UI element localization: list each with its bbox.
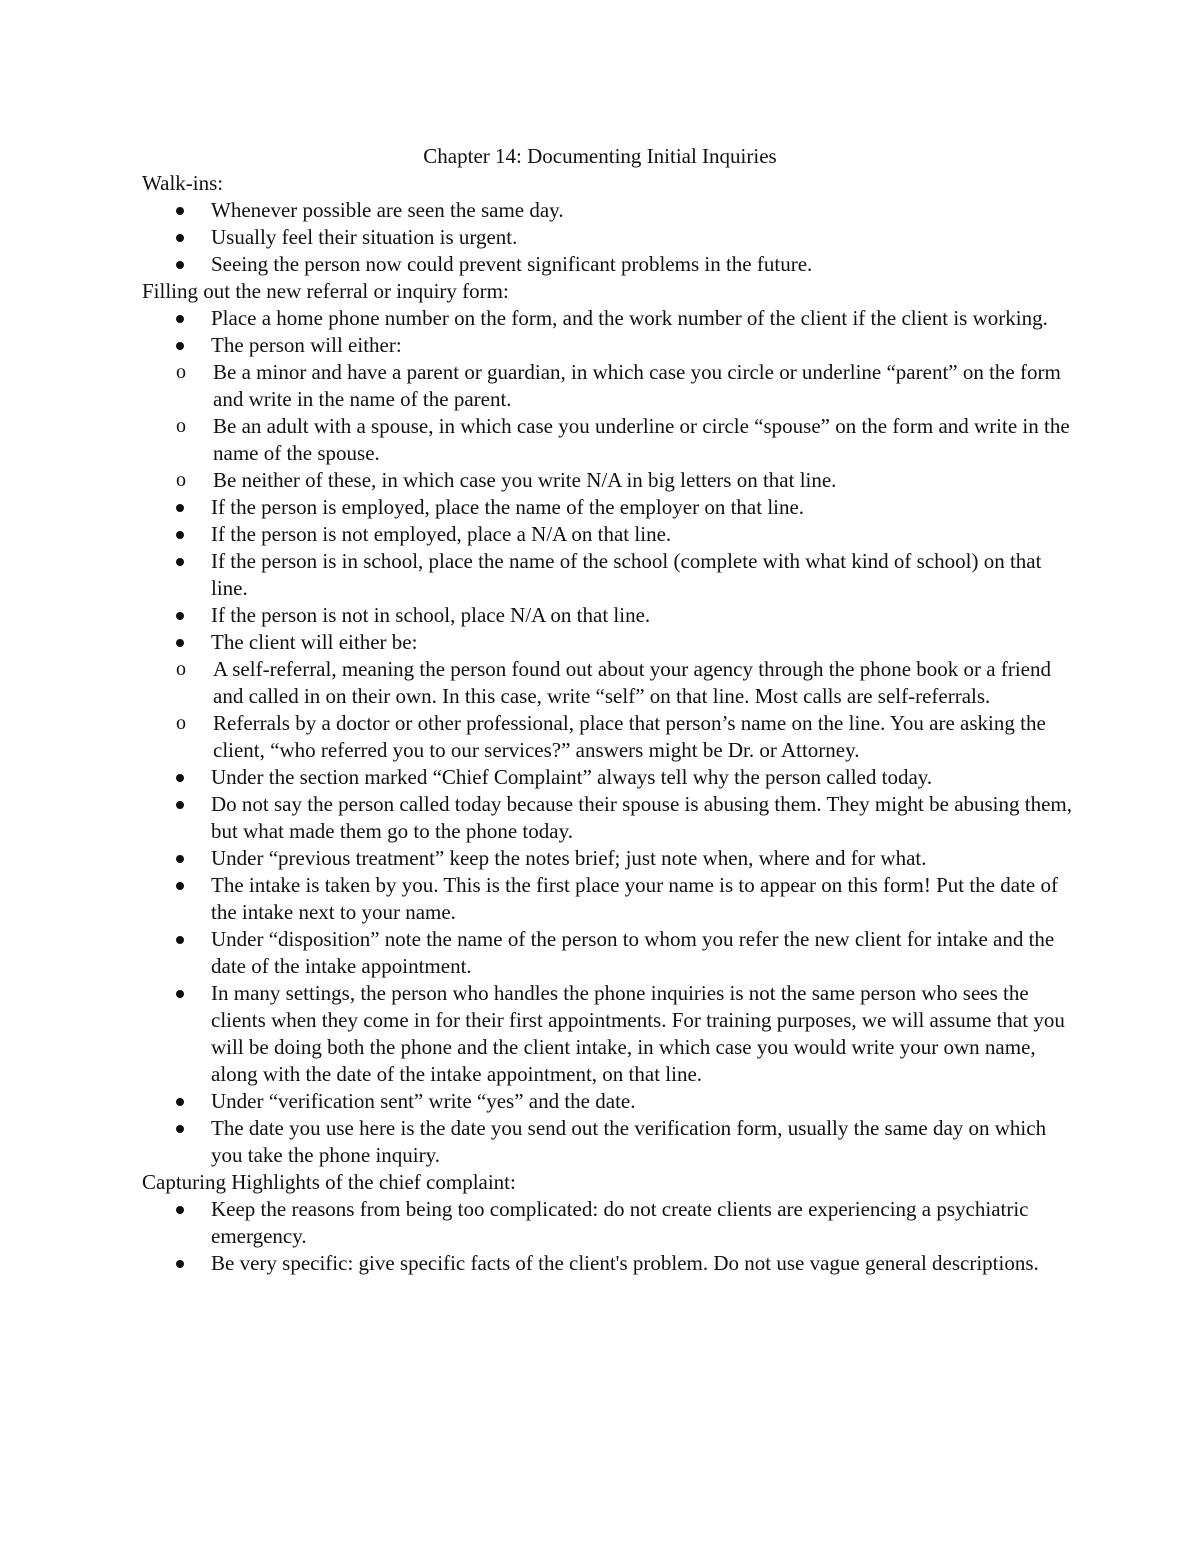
bullet-icon bbox=[176, 855, 184, 863]
bullet-icon bbox=[176, 990, 184, 998]
list-item-text: Under the section marked “Chief Complaint” always tell why the person called today. bbox=[211, 765, 933, 789]
sub-list-item bbox=[142, 467, 1072, 494]
sub-list-item-text: Be neither of these, in which case you write N/A in big letters on that line. bbox=[213, 468, 837, 492]
list-item bbox=[142, 197, 1072, 224]
bullet-icon bbox=[176, 936, 184, 944]
list-item bbox=[142, 1250, 1072, 1277]
sub-list-item bbox=[142, 710, 1072, 764]
list-item bbox=[142, 251, 1072, 278]
list-item-text: Be very specific: give specific facts of the client's problem. Do not use vague general descriptions. bbox=[211, 1251, 1039, 1275]
list-item-text: The date you use here is the date you send out the verification form, usually the same day on which you take the phone inquiry. bbox=[211, 1116, 1047, 1167]
page-title: Chapter 14: Documenting Initial Inquiries bbox=[423, 144, 777, 168]
list-item bbox=[142, 629, 1072, 656]
list-item bbox=[142, 845, 1072, 872]
list-item bbox=[142, 602, 1072, 629]
list-item-text: Seeing the person now could prevent significant problems in the future. bbox=[211, 252, 813, 276]
list-item-text: Whenever possible are seen the same day. bbox=[211, 198, 564, 222]
bullet-icon bbox=[176, 504, 184, 512]
section-heading: Capturing Highlights of the chief complaint: bbox=[142, 1170, 516, 1194]
list-item-text: Under “disposition” note the name of the person to whom you refer the new client for intake and the date of the intake appointment. bbox=[211, 927, 1055, 978]
list-item-text: Usually feel their situation is urgent. bbox=[211, 225, 518, 249]
list-item-text: The client will either be: bbox=[211, 630, 418, 654]
list-item bbox=[142, 332, 1072, 359]
bullet-icon bbox=[176, 558, 184, 566]
document-body bbox=[142, 170, 1072, 1277]
bullet-icon bbox=[176, 531, 184, 539]
bullet-icon bbox=[176, 801, 184, 809]
bullet-icon bbox=[176, 612, 184, 620]
list-item bbox=[142, 1088, 1072, 1115]
sub-list-item bbox=[142, 413, 1072, 467]
list-item bbox=[142, 494, 1072, 521]
list-item-text: If the person is not in school, place N/A on that line. bbox=[211, 603, 651, 627]
bullet-icon bbox=[176, 234, 184, 242]
list-item-text: Under “previous treatment” keep the notes brief; just note when, where and for what. bbox=[211, 846, 927, 870]
bullet-list bbox=[142, 1196, 1072, 1277]
list-item bbox=[142, 791, 1072, 845]
list-item bbox=[142, 764, 1072, 791]
list-item bbox=[142, 305, 1072, 332]
section bbox=[142, 1169, 1072, 1277]
list-item-text: If the person is employed, place the name of the employer on that line. bbox=[211, 495, 805, 519]
sub-list-item-text: Referrals by a doctor or other professional, place that person’s name on the line. You are asking the client, “who referred you to our services?” answers might be Dr. or Attorney. bbox=[213, 711, 1046, 762]
list-item bbox=[142, 224, 1072, 251]
bullet-icon bbox=[176, 639, 184, 647]
section-heading: Walk-ins: bbox=[142, 171, 224, 195]
list-item-text: If the person is not employed, place a N/A on that line. bbox=[211, 522, 672, 546]
sub-list-item-text: Be an adult with a spouse, in which case you underline or circle “spouse” on the form and write in the name of the spouse. bbox=[213, 414, 1070, 465]
bullet-icon bbox=[176, 1260, 184, 1268]
list-item bbox=[142, 548, 1072, 602]
bullet-icon bbox=[176, 207, 184, 215]
hollow-bullet-icon: o bbox=[176, 415, 186, 437]
sub-list-item bbox=[142, 656, 1072, 710]
section bbox=[142, 278, 1072, 1169]
bullet-icon bbox=[176, 1125, 184, 1133]
hollow-bullet-icon: o bbox=[176, 658, 186, 680]
section-heading: Filling out the new referral or inquiry form: bbox=[142, 279, 509, 303]
list-item bbox=[142, 872, 1072, 926]
list-item bbox=[142, 1196, 1072, 1250]
bullet-list bbox=[142, 197, 1072, 278]
sub-list-item bbox=[142, 359, 1072, 413]
list-item-text: The intake is taken by you. This is the first place your name is to appear on this form! Put the date of the intake next to your name. bbox=[211, 873, 1058, 924]
list-item bbox=[142, 521, 1072, 548]
bullet-icon bbox=[176, 774, 184, 782]
list-item-text: Under “verification sent” write “yes” and the date. bbox=[211, 1089, 636, 1113]
hollow-bullet-icon: o bbox=[176, 469, 186, 491]
bullet-icon bbox=[176, 315, 184, 323]
hollow-bullet-icon: o bbox=[176, 712, 186, 734]
bullet-icon bbox=[176, 261, 184, 269]
list-item bbox=[142, 926, 1072, 980]
bullet-list bbox=[142, 305, 1072, 1169]
sub-list-item-text: Be a minor and have a parent or guardian, in which case you circle or underline “parent” on the form and write in the name of the parent. bbox=[213, 360, 1061, 411]
list-item-text: In many settings, the person who handles the phone inquiries is not the same person who sees the clients when they come in for their first appointments. For training purposes, we will assume that you will be doing both the phone and the client intake, in which case you would write your own name, along with the date of the intake appointment, on that line. bbox=[211, 981, 1065, 1086]
section bbox=[142, 170, 1072, 278]
bullet-icon bbox=[176, 342, 184, 350]
list-item-text: Place a home phone number on the form, and the work number of the client if the client is working. bbox=[211, 306, 1048, 330]
list-item-text: If the person is in school, place the name of the school (complete with what kind of school) on that line. bbox=[211, 549, 1042, 600]
list-item-text: The person will either: bbox=[211, 333, 402, 357]
bullet-icon bbox=[176, 882, 184, 890]
list-item-text: Keep the reasons from being too complicated: do not create clients are experiencing a psychiatric emergency. bbox=[211, 1197, 1029, 1248]
list-item-text: Do not say the person called today because their spouse is abusing them. They might be abusing them, but what made them go to the phone today. bbox=[211, 792, 1073, 843]
sub-list-item-text: A self-referral, meaning the person found out about your agency through the phone book or a friend and called in on their own. In this case, write “self” on that line. Most calls are self-referrals. bbox=[213, 657, 1051, 708]
list-item bbox=[142, 980, 1072, 1088]
hollow-bullet-icon: o bbox=[176, 361, 186, 383]
list-item bbox=[142, 1115, 1072, 1169]
bullet-icon bbox=[176, 1206, 184, 1214]
bullet-icon bbox=[176, 1098, 184, 1106]
